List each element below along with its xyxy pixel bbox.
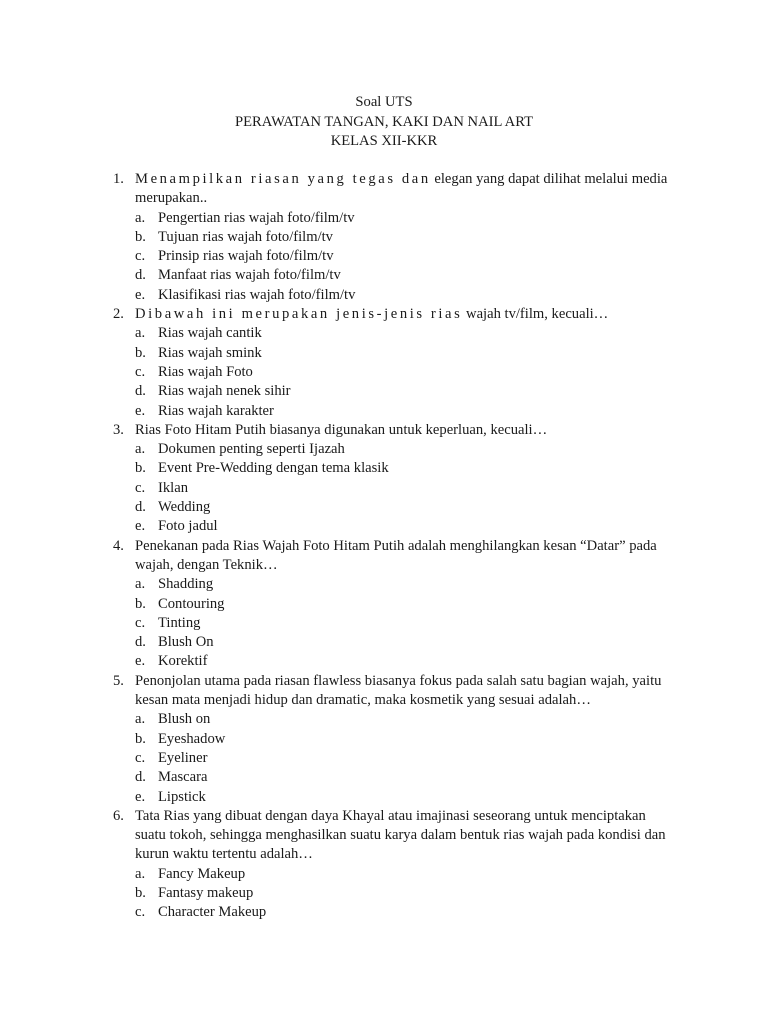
exam-title: Soal UTS: [355, 94, 413, 110]
option-text: Mascara: [158, 769, 208, 786]
spaced-text-run: Menampilkan riasan yang tegas dan: [135, 171, 431, 187]
option-text: Contouring: [158, 595, 225, 612]
answer-option: [135, 865, 673, 884]
option-letter: e.: [135, 788, 146, 805]
question-item: [113, 672, 673, 807]
answer-option: [135, 710, 673, 729]
option-text: Wedding: [158, 499, 211, 516]
option-text: Rias wajah karakter: [158, 402, 274, 419]
answer-option: [135, 498, 673, 517]
option-letter: c.: [135, 749, 146, 766]
answer-option: [135, 652, 673, 671]
answer-option: [135, 614, 673, 633]
option-letter: c.: [135, 614, 146, 631]
answer-option: [135, 633, 673, 652]
answer-option: [135, 730, 673, 749]
option-letter: e.: [135, 653, 146, 670]
option-text: Blush on: [158, 711, 211, 728]
option-text: Rias wajah cantik: [158, 325, 262, 342]
answer-option: [135, 749, 673, 768]
answer-option: [135, 324, 673, 343]
question-list: [113, 170, 673, 923]
answer-option: [135, 266, 673, 285]
option-text: Dokumen penting seperti Ijazah: [158, 441, 345, 458]
option-letter: a.: [135, 576, 146, 593]
option-text: Tinting: [158, 614, 201, 631]
option-list: [135, 710, 673, 806]
option-letter: a.: [135, 865, 146, 882]
question-text: Dibawah ini merupakan jenis-jenis rias wajah tv/film, kecuali…: [135, 306, 609, 323]
option-text: Foto jadul: [158, 518, 218, 535]
answer-option: [135, 479, 673, 498]
option-list: [135, 440, 673, 536]
answer-option: [135, 768, 673, 787]
option-text: Rias wajah Foto: [158, 363, 253, 380]
question-number: 5.: [113, 672, 124, 689]
option-text: Shadding: [158, 576, 214, 593]
answer-option: [135, 575, 673, 594]
question-item: [113, 807, 673, 923]
option-text: Rias wajah smink: [158, 344, 262, 361]
answer-option: [135, 286, 673, 305]
option-text: Fancy Makeup: [158, 865, 246, 882]
option-letter: c.: [135, 479, 146, 496]
option-letter: c.: [135, 248, 146, 265]
answer-option: [135, 344, 673, 363]
option-text: Manfaat rias wajah foto/film/tv: [158, 267, 341, 284]
option-letter: b.: [135, 884, 146, 901]
question-text: Penekanan pada Rias Wajah Foto Hitam Putih adalah menghilangkan kesan “Datar” pada wajah, dengan Teknik…: [135, 537, 657, 573]
option-text: Klasifikasi rias wajah foto/film/tv: [158, 286, 356, 303]
question-number: 2.: [113, 306, 124, 323]
option-text: Eyeliner: [158, 749, 208, 766]
option-text: Rias wajah nenek sihir: [158, 383, 291, 400]
answer-option: [135, 209, 673, 228]
option-letter: b.: [135, 344, 146, 361]
question-text: Tata Rias yang dibuat dengan daya Khayal atau imajinasi seseorang untuk menciptakan suatu tokoh, sehingga menghasilkan suatu karya dalam bentuk rias wajah pada kondisi dan kurun waktu tertentu adalah…: [135, 807, 666, 863]
option-text: Fantasy makeup: [158, 884, 254, 901]
option-list: [135, 865, 673, 923]
question-text: Menampilkan riasan yang tegas dan elegan yang dapat dilihat melalui media merupakan..: [135, 171, 668, 207]
answer-option: [135, 517, 673, 536]
option-text: Lipstick: [158, 788, 206, 805]
option-text: Prinsip rias wajah foto/film/tv: [158, 248, 334, 265]
option-letter: e.: [135, 286, 146, 303]
subject-title: PERAWATAN TANGAN, KAKI DAN NAIL ART: [234, 113, 533, 130]
answer-option: [135, 440, 673, 459]
option-letter: a.: [135, 325, 146, 342]
answer-option: [135, 382, 673, 401]
answer-option: [135, 228, 673, 247]
option-letter: b.: [135, 730, 146, 747]
option-letter: d.: [135, 499, 146, 516]
option-letter: b.: [135, 595, 146, 612]
question-item: [113, 421, 673, 537]
option-text: Pengertian rias wajah foto/film/tv: [158, 209, 355, 226]
option-text: Tujuan rias wajah foto/film/tv: [158, 228, 333, 245]
option-letter: c.: [135, 904, 146, 921]
question-number: 4.: [113, 537, 124, 554]
option-letter: a.: [135, 441, 146, 458]
question-number: 3.: [113, 421, 124, 438]
answer-option: [135, 903, 673, 922]
option-text: Character Makeup: [158, 904, 267, 921]
option-text: Iklan: [158, 479, 188, 496]
option-letter: a.: [135, 711, 146, 728]
answer-option: [135, 363, 673, 382]
option-letter: d.: [135, 634, 146, 651]
question-text: Penonjolan utama pada riasan flawless biasanya fokus pada salah satu bagian wajah, yaitu kesan mata menjadi hidup dan dramatic, maka kosmetik yang sesuai adalah…: [135, 672, 662, 709]
answer-option: [135, 402, 673, 421]
class-title: KELAS XII-KKR: [330, 133, 438, 149]
option-letter: e.: [135, 518, 146, 535]
option-letter: c.: [135, 363, 146, 380]
question-text: Rias Foto Hitam Putih biasanya digunakan untuk keperluan, kecuali…: [135, 421, 548, 438]
option-letter: d.: [135, 383, 146, 400]
question-number: 1.: [113, 171, 124, 187]
option-letter: e.: [135, 402, 146, 419]
option-letter: d.: [135, 267, 146, 284]
question-item: [113, 170, 673, 305]
option-text: Blush On: [158, 634, 214, 651]
question-number: 6.: [113, 807, 124, 824]
option-text: Korektif: [158, 653, 208, 670]
answer-option: [135, 459, 673, 478]
answer-option: [135, 788, 673, 807]
question-item: [113, 537, 673, 672]
option-list: [135, 575, 673, 671]
option-list: [135, 209, 673, 305]
option-letter: a.: [135, 209, 146, 226]
option-list: [135, 324, 673, 420]
option-text: Event Pre-Wedding dengan tema klasik: [158, 460, 389, 477]
answer-option: [135, 595, 673, 614]
question-item: [113, 305, 673, 421]
option-letter: b.: [135, 228, 146, 245]
spaced-text-run: Dibawah ini merupakan jenis-jenis rias: [135, 306, 463, 323]
answer-option: [135, 247, 673, 266]
document-header: [0, 93, 768, 152]
option-letter: d.: [135, 769, 146, 786]
answer-option: [135, 884, 673, 903]
option-letter: b.: [135, 460, 146, 477]
option-text: Eyeshadow: [158, 730, 226, 747]
